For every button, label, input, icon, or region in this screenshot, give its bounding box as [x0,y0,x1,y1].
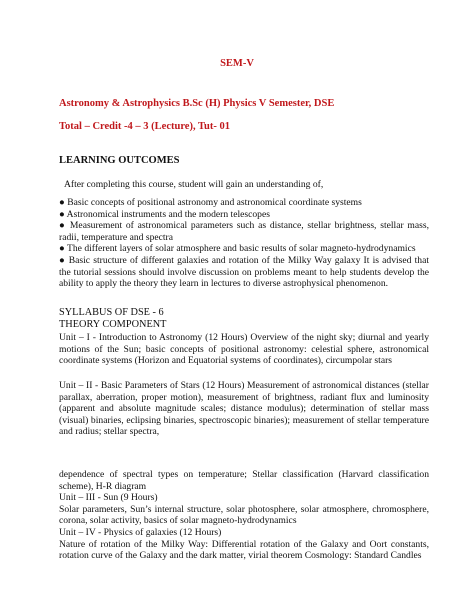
syllabus-title: SYLLABUS OF DSE - 6 [59,307,164,318]
unit-3-paragraph: Solar parameters, Sun’s internal structure, solar photosphere, solar atmosphere, chromosphere, corona, solar activity, basics of solar magneto-hydrodynamics [59,503,429,527]
learning-outcomes-heading: LEARNING OUTCOMES [59,155,180,166]
semester-heading: SEM-V [220,58,254,69]
theory-component-title: THEORY COMPONENT [59,319,167,330]
syllabus-heading-block [59,307,166,331]
syllabus-continuation [59,469,429,562]
unit-4-title: Unit – IV - Physics of galaxies (12 Hours) [59,526,222,538]
unit-1-paragraph: Unit – I - Introduction to Astronomy (12 Hours) Overview of the night sky; diurnal and yearly motions of the Sun; basic concepts of positional astronomy: celestial sphere, astronomical coordinate systems (Horizon and Equatorial systems of coordinates), circumpolar stars [59,332,429,367]
list-item: ● Measurement of astronomical parameters such as distance, stellar brightness, stellar mass, radii, temperature and spectra [59,220,429,243]
list-item: ● Basic concepts of positional astronomy and astronomical coordinate systems [59,197,362,208]
list-item: ● Basic structure of different galaxies and rotation of the Milky Way galaxy It is advised that the tutorial sessions should involve discussion on problems meant to help students develop the ability to apply the theory they learn in lectures to diverse astrophysical phenomenon. [59,254,429,290]
course-title: Astronomy & Astrophysics B.Sc (H) Physics V Semester, DSE [59,98,335,109]
unit-4-paragraph: Nature of rotation of the Milky Way: Differential rotation of the Galaxy and Oort constants, rotation curve of the Galaxy and the dark matter, virial theorem Cosmology: Standard Candles [59,538,429,562]
learning-intro: After completing this course, student will gain an understanding of, [64,179,324,190]
unit-2-continuation: dependence of spectral types on temperature; Stellar classification (Harvard classification scheme), H-R diagram [59,469,429,492]
learning-outcomes-list [59,197,429,290]
list-item: ● The different layers of solar atmosphere and basic results of solar magneto-hydrodynamics [59,243,416,255]
credit-line: Total – Credit -4 – 3 (Lecture), Tut- 01 [59,121,231,132]
unit-2-paragraph: Unit – II - Basic Parameters of Stars (12 Hours) Measurement of astronomical distances (stellar parallax, aberration, proper motion), measurement of brightness, radiant flux and luminosity (apparent and absolute magnitude scales; distance modulus); determination of stellar mass (visual) binaries, eclipsing binaries, spectroscopic binaries); measurement of stellar temperature and radius; stellar spectra, [59,380,429,438]
unit-3-title: Unit – III - Sun (9 Hours) [59,492,158,504]
list-item: ● Astronomical instruments and the modern telescopes [59,208,270,220]
